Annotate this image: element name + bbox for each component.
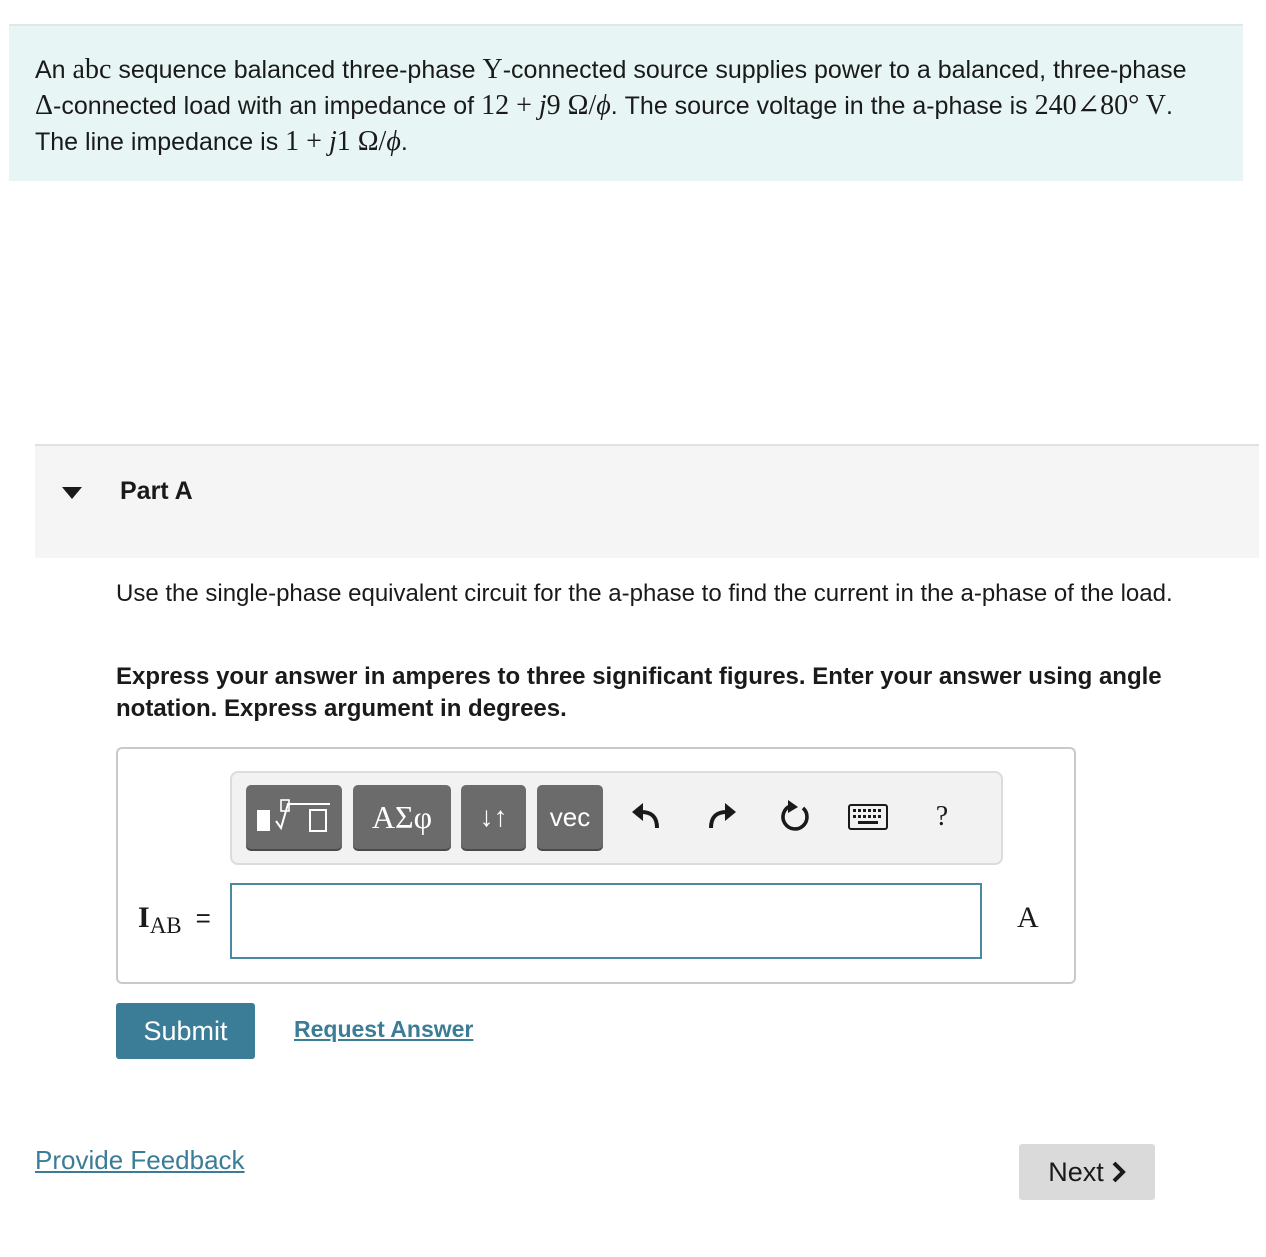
redo-icon[interactable] <box>700 795 744 839</box>
question-text: Use the single-phase equivalent circuit for the a-phase to find the current in the a-phase of the load. <box>116 580 1173 607</box>
equals-sign: = <box>195 903 211 933</box>
next-label: Next <box>1048 1156 1104 1187</box>
math-toolbar <box>230 771 1003 865</box>
problem-text-part: An <box>35 56 73 84</box>
problem-text-part: -connected load with an impedance of <box>53 92 482 120</box>
variable-symbol: I <box>138 901 150 934</box>
part-a-header[interactable] <box>35 444 1259 558</box>
math-j: j <box>328 126 337 157</box>
problem-text <box>35 52 1215 160</box>
math-source-voltage: 240∠80° V <box>1034 90 1166 121</box>
templates-button[interactable] <box>246 785 342 849</box>
answer-box <box>116 747 1076 984</box>
math-y: Y <box>482 54 503 85</box>
answer-unit: A <box>1017 901 1039 934</box>
subscript-superscript-button[interactable]: ↓↑ <box>461 785 526 849</box>
math-j: j <box>538 90 547 121</box>
math-phi: ϕ <box>386 126 401 157</box>
greek-button[interactable]: ΑΣφ <box>353 785 451 849</box>
provide-feedback-link[interactable]: Provide Feedback <box>35 1145 245 1175</box>
problem-statement <box>9 24 1243 181</box>
part-title: Part A <box>120 477 193 505</box>
next-button[interactable] <box>1019 1144 1155 1200</box>
math-load-impedance: 9 Ω/ <box>546 90 597 121</box>
variable-subscript: AB <box>149 913 182 938</box>
help-icon[interactable]: ? <box>935 801 949 832</box>
problem-text-part: . The source voltage in the a-phase is <box>610 92 1035 120</box>
templates-icon <box>254 795 334 839</box>
math-line-impedance: 1 + <box>285 126 329 157</box>
chevron-right-icon <box>1112 1161 1126 1183</box>
math-load-impedance: 12 + <box>481 90 539 121</box>
answer-variable-label <box>138 901 211 939</box>
answer-instructions: Express your answer in amperes to three significant figures. Enter your answer using angle notation. Express argument in degrees. <box>116 663 1162 722</box>
math-delta: Δ <box>35 90 54 121</box>
math-abc: abc <box>72 54 112 85</box>
reset-icon[interactable] <box>773 795 817 839</box>
collapse-caret-icon[interactable] <box>62 487 82 499</box>
problem-text-part: . The line impedance is <box>35 92 1173 156</box>
math-line-impedance: 1 Ω/ <box>336 126 387 157</box>
undo-icon[interactable] <box>624 795 668 839</box>
math-phi: ϕ <box>596 90 611 121</box>
problem-text-part: . <box>400 128 408 156</box>
answer-input[interactable] <box>230 883 982 959</box>
request-answer-link[interactable]: Request Answer <box>294 1016 474 1042</box>
keyboard-icon[interactable] <box>846 795 890 839</box>
submit-button[interactable]: Submit <box>116 1003 255 1059</box>
vector-button[interactable]: vec <box>537 785 603 849</box>
problem-text-part: sequence balanced three-phase <box>111 56 483 84</box>
problem-text-part: -connected source supplies power to a balanced, three-phase <box>502 56 1187 84</box>
